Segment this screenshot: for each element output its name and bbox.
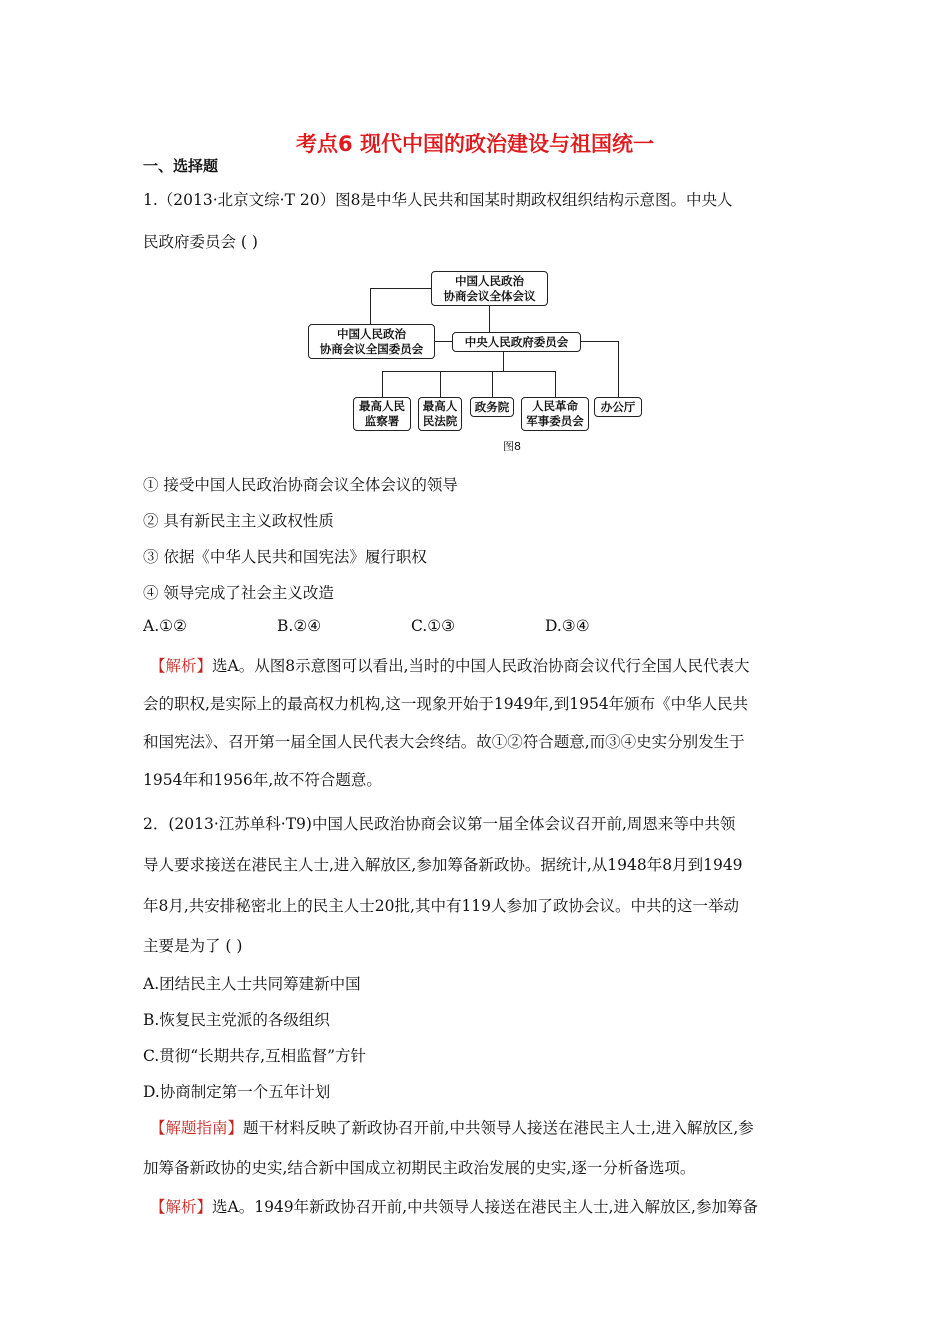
q2-stem-line4: 主要是为了 ( ) (143, 937, 243, 955)
org-chart-diagram (300, 268, 660, 458)
section-heading: 一、选择题 (143, 157, 219, 175)
q2-analysis-text: 选A。1949年新政协召开前,中共领导人接送在港民主人士,进入解放区,参加筹备 (212, 1198, 758, 1216)
page-title: 考点6 现代中国的政治建设与祖国统一 (296, 132, 654, 156)
general-office-box: 办公厅 (594, 397, 642, 417)
q2-analysis-line1 (150, 1195, 758, 1217)
q2-guide-text: 题干材料反映了新政协召开前,中共领导人接送在港民主人士,进入解放区,参 (243, 1119, 754, 1137)
analysis-tag: 【解析】 (150, 1198, 213, 1216)
q1-statement-4: ④ 领导完成了社会主义改造 (143, 584, 334, 602)
q2-option-a: A.团结民主人士共同筹建新中国 (143, 975, 361, 993)
supreme-procuratorate-box: 最高人民 监察署 (353, 397, 411, 431)
q1-choice-b: B.②④ (277, 617, 322, 635)
q1-analysis-line4: 1954年和1956年,故不符合题意。 (143, 771, 382, 789)
q1-statement-2: ② 具有新民主主义政权性质 (143, 512, 334, 530)
q2-option-d: D.协商制定第一个五年计划 (143, 1083, 331, 1101)
q1-statement-3: ③ 依据《中华人民共和国宪法》履行职权 (143, 548, 427, 566)
q1-statement-1: ① 接受中国人民政治协商会议全体会议的领导 (143, 476, 458, 494)
q1-choice-d: D.③④ (545, 617, 590, 635)
q1-analysis-line3: 和国宪法》、召开第一届全国人民代表大会终结。故①②符合题意,而③④史实分别发生于 (143, 733, 745, 751)
figure-caption: 图8 (503, 440, 521, 453)
q2-option-b: B.恢复民主党派的各级组织 (143, 1011, 330, 1029)
q1-analysis-line1 (150, 654, 750, 676)
q1-choice-c: C.①③ (411, 617, 456, 635)
q2-guide-line2: 加筹备新政协的史实,结合新中国成立初期民主政治发展的史实,逐一分析备选项。 (143, 1159, 696, 1177)
q2-stem-line3: 年8月,共安排秘密北上的民主人士20批,其中有119人参加了政协会议。中共的这一举动 (143, 897, 740, 915)
cppcc-plenary-box: 中国人民政治 协商会议全体会议 (431, 271, 548, 306)
q1-stem-line1: 1.（2013·北京文综·T 20）图8是中华人民共和国某时期政权组织结构示意图。中央人 (143, 191, 733, 209)
guide-tag: 【解题指南】 (150, 1119, 244, 1137)
q1-analysis-line2: 会的职权,是实际上的最高权力机构,这一现象开始于1949年,到1954年颁布《中华人民共 (143, 695, 749, 713)
military-commission-box: 人民革命 军事委员会 (521, 397, 589, 431)
central-government-committee-box: 中央人民政府委员会 (452, 332, 581, 352)
analysis-tag: 【解析】 (150, 657, 213, 675)
q1-analysis-text: 选A。从图8示意图可以看出,当时的中国人民政治协商会议代行全国人民代表大 (212, 657, 750, 675)
supreme-court-box: 最高人 民法院 (418, 397, 462, 431)
q2-stem-line2: 导人要求接送在港民主人士,进入解放区,参加筹备新政协。据统计,从1948年8月到1949 (143, 856, 743, 874)
cppcc-national-committee-box: 中国人民政治 协商会议全国委员会 (308, 324, 435, 359)
q2-option-c: C.贯彻“长期共存,互相监督”方针 (143, 1047, 367, 1065)
government-administration-council-box: 政务院 (470, 397, 514, 417)
q1-choice-a: A.①② (143, 617, 187, 635)
q2-guide-line1 (150, 1116, 754, 1138)
q2-stem-line1: 2．(2013·江苏单科·T9)中国人民政治协商会议第一届全体会议召开前,周恩来等中共领 (143, 815, 736, 833)
q1-stem-line2: 民政府委员会 ( ) (143, 233, 258, 251)
